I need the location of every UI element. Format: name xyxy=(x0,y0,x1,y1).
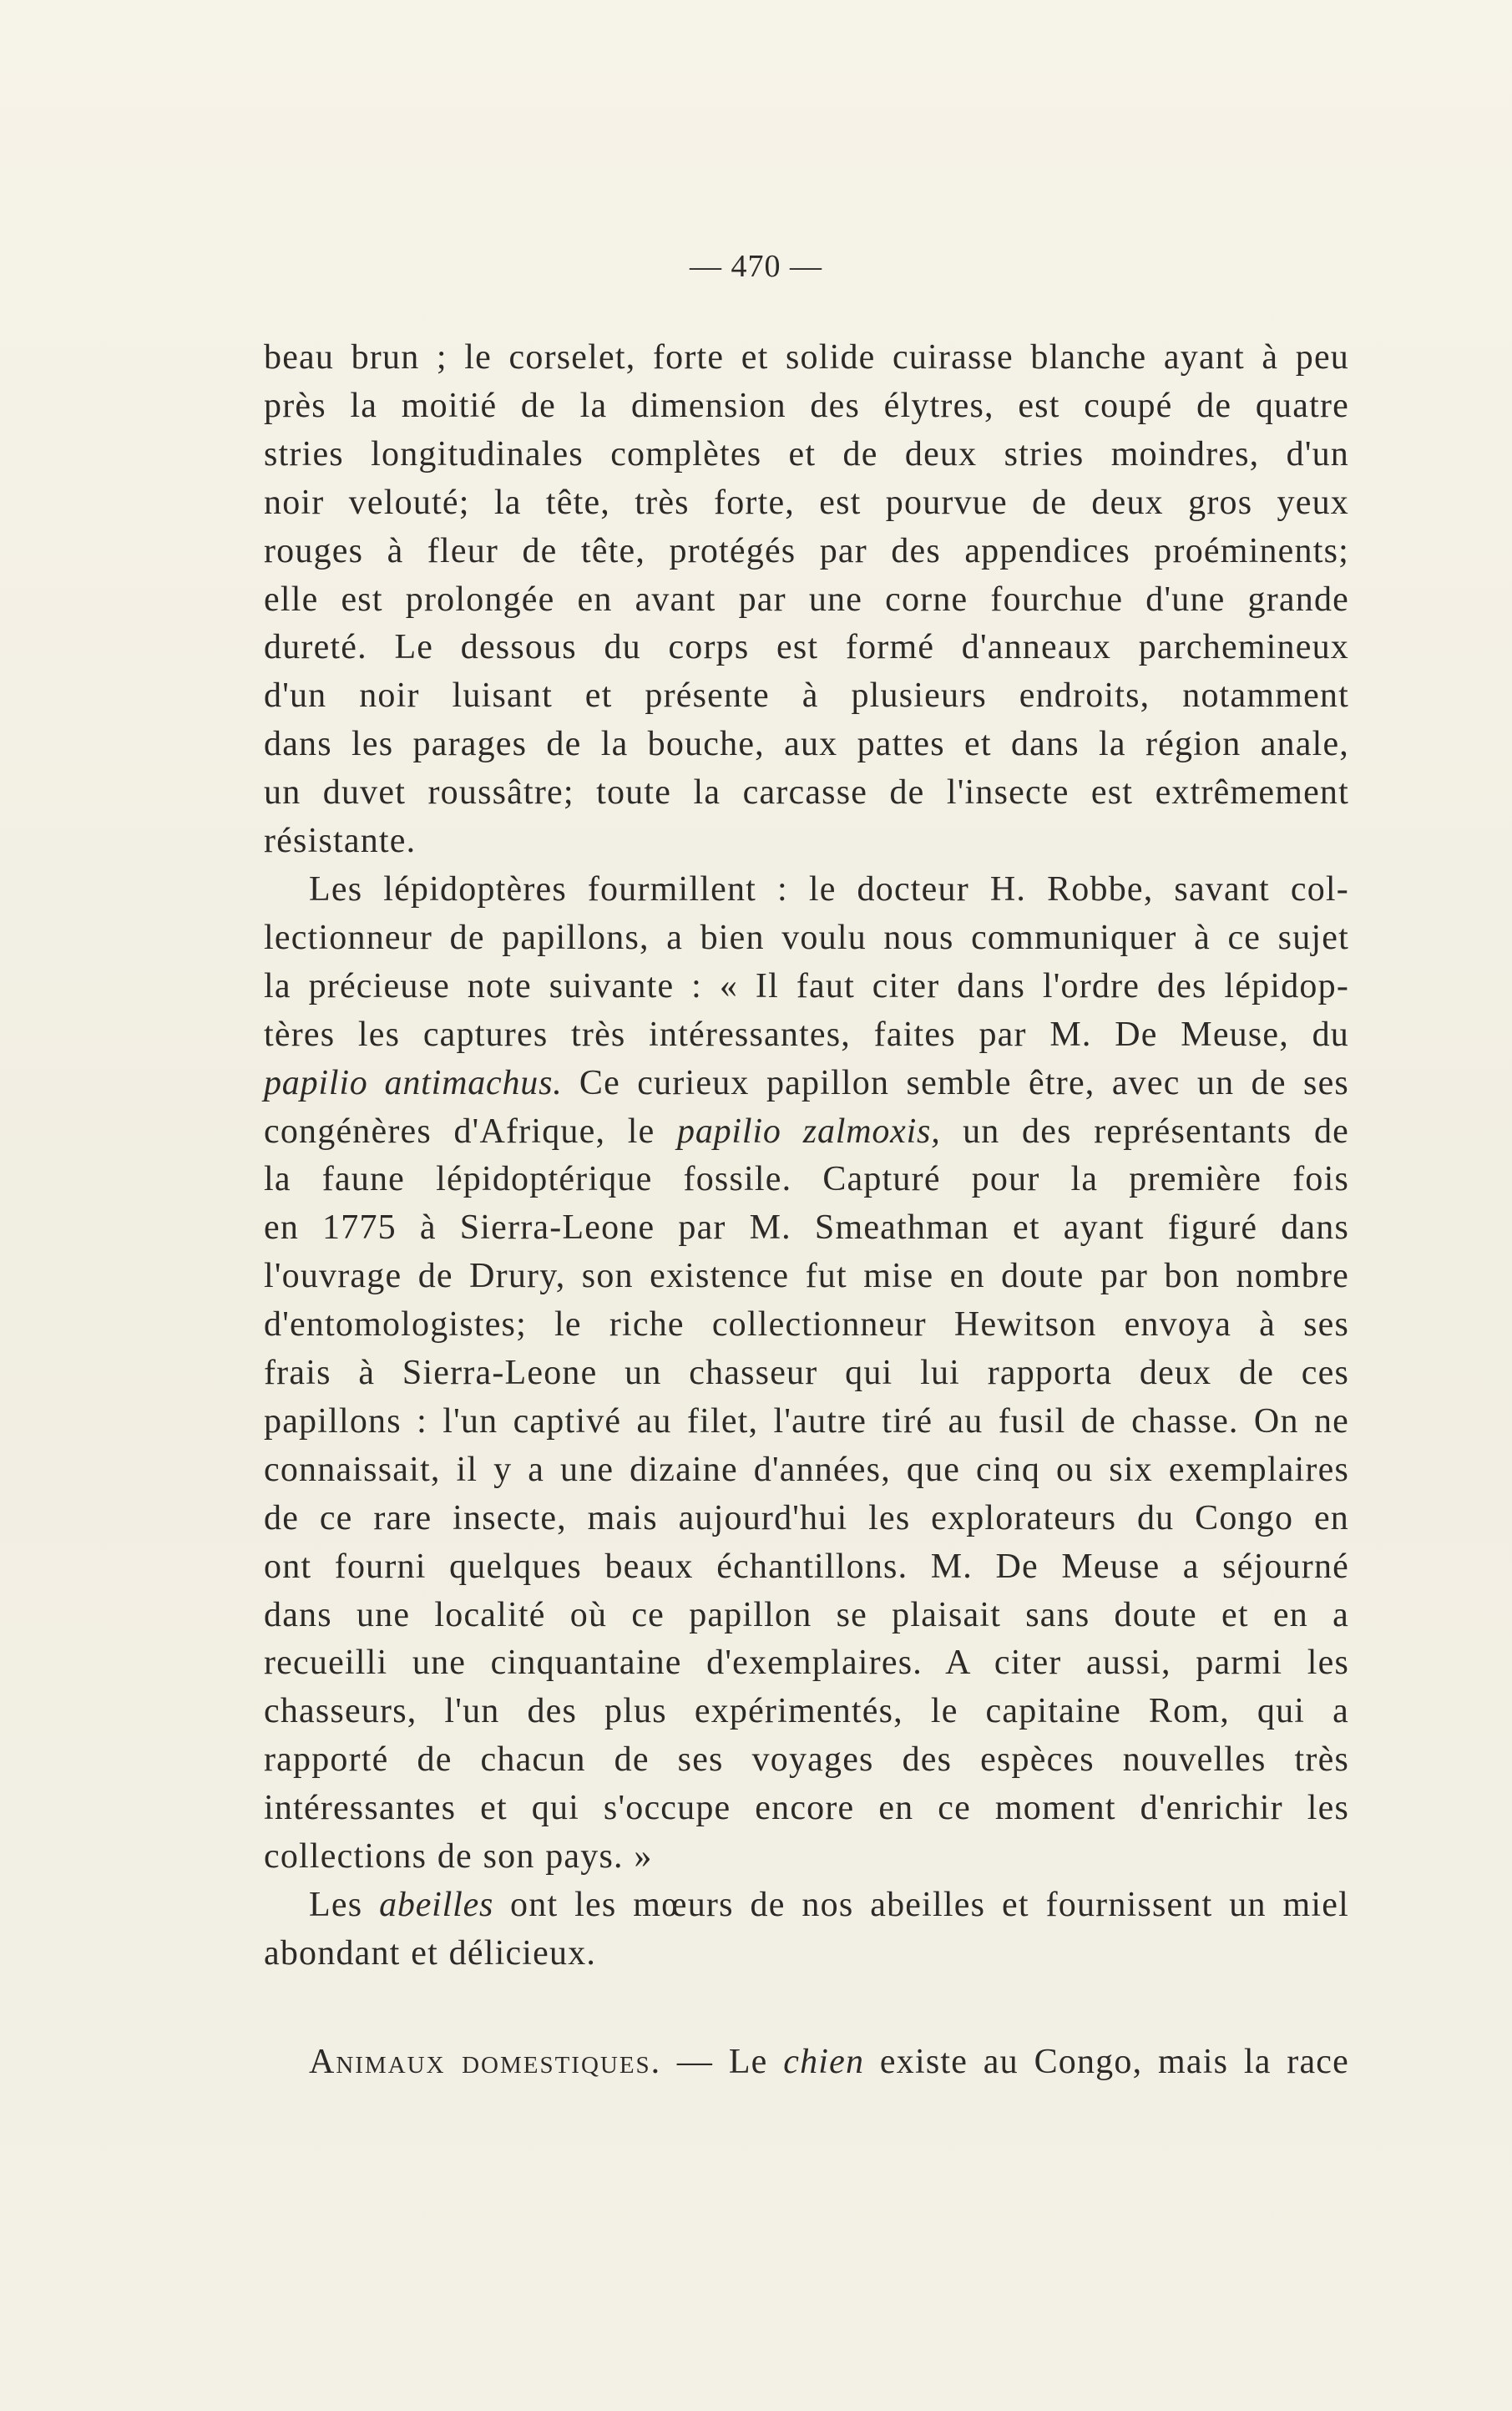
text-line: recueilli une cinquantaine d'exemplaires. A citer aussi, parmi les xyxy=(264,1644,1349,1683)
text-line: rapporté de chacun de ses voyages des espèces nouvelles très xyxy=(264,1740,1349,1780)
page-number: — 470 — xyxy=(690,249,822,284)
species-name-italic: chien xyxy=(783,2043,865,2081)
text-line: elle est prolongée en avant par une corne fourchue d'une grande xyxy=(264,580,1349,619)
species-name-italic: papilio zalmoxis, xyxy=(677,1112,941,1151)
text-line: abondant et délicieux. xyxy=(264,1933,597,1973)
text-line: rouges à fleur de tête, protégés par des appendices proéminents; xyxy=(264,531,1349,570)
text-line: noir velouté; la tête, très forte, est pourvue de deux gros yeux xyxy=(264,483,1349,522)
text-span: ont les mœurs de nos abeilles et fournissent un miel xyxy=(493,1886,1349,1924)
text-line: frais à Sierra-Leone un chasseur qui lui rapporta deux de ces xyxy=(264,1354,1349,1393)
text-line: chasseurs, l'un des plus expérimentés, le capitaine Rom, qui a xyxy=(264,1692,1349,1731)
text-span: — Le xyxy=(661,2043,784,2081)
text-line: de ce rare insecte, mais aujourd'hui les explorateurs du Congo en xyxy=(264,1498,1349,1537)
section-heading-line xyxy=(309,2039,1349,2087)
text-line: lectionneur de papillons, a bien voulu nous communiquer à ce sujet xyxy=(264,918,1349,957)
text-line: ont fourni quelques beaux échantillons. M. De Meuse a séjourné xyxy=(264,1547,1349,1586)
text-line: d'un noir luisant et présente à plusieurs endroits, notamment xyxy=(264,676,1349,716)
text-line: tères les captures très intéressantes, faites par M. De Meuse, du xyxy=(264,1015,1349,1054)
text-line: dureté. Le dessous du corps est formé d'anneaux parchemineux xyxy=(264,628,1349,667)
text-span: congénères d'Afrique, le xyxy=(264,1112,678,1151)
text-span: Ce curieux papillon semble être, avec un de ses xyxy=(562,1063,1349,1102)
text-line: connaissait, il y a une dizaine d'années, que cinq ou six exemplaires xyxy=(264,1450,1349,1489)
text-span: un des représentants de xyxy=(940,1112,1349,1151)
text-line xyxy=(264,1060,1349,1108)
text-line xyxy=(264,1108,1349,1157)
body-text xyxy=(264,334,1349,1978)
text-span: existe au Congo, mais la race xyxy=(864,2043,1349,2081)
text-line: un duvet roussâtre; toute la carcasse de l'insecte est extrêmement xyxy=(264,773,1349,813)
text-line: l'ouvrage de Drury, son existence fut mise en doute par bon nombre xyxy=(264,1257,1349,1296)
text-line: beau brun ; le corselet, forte et solide cuirasse blanche ayant à peu xyxy=(264,338,1349,377)
text-line: d'entomologistes; le riche collectionneur Hewitson envoya à ses xyxy=(264,1305,1349,1345)
text-line: stries longitudinales complètes et de deux stries moindres, d'un xyxy=(264,434,1349,474)
text-line: près la moitié de la dimension des élytres, est coupé de quatre xyxy=(264,386,1349,425)
species-name-italic: abeilles xyxy=(379,1886,494,1924)
paragraph-start-line: Les lépidoptères fourmillent : le docteur H. Robbe, savant col- xyxy=(309,869,1349,909)
text-line: dans une localité où ce papillon se plaisait sans doute et en a xyxy=(264,1595,1349,1634)
species-name-italic: papilio antimachus. xyxy=(264,1063,563,1102)
text-line: la précieuse note suivante : « Il faut citer dans l'ordre des lépidop- xyxy=(264,966,1349,1005)
section-heading: Animaux domestiques. xyxy=(309,2043,662,2081)
text-line: en 1775 à Sierra-Leone par M. Smeathman et ayant figuré dans xyxy=(264,1208,1349,1248)
text-line: papillons : l'un captivé au filet, l'autre tiré au fusil de chasse. On ne xyxy=(264,1401,1349,1441)
text-line: résistante. xyxy=(264,822,417,861)
text-span: Les xyxy=(309,1886,380,1924)
text-line: collections de son pays. » xyxy=(264,1837,653,1877)
text-line: intéressantes et qui s'occupe encore en ce moment d'enrichir les xyxy=(264,1789,1349,1828)
text-line: dans les parages de la bouche, aux pattes et dans la région anale, xyxy=(264,725,1349,764)
text-line: la faune lépidoptérique fossile. Capturé pour la première fois xyxy=(264,1160,1349,1199)
paragraph-start-line xyxy=(264,1882,1349,1930)
